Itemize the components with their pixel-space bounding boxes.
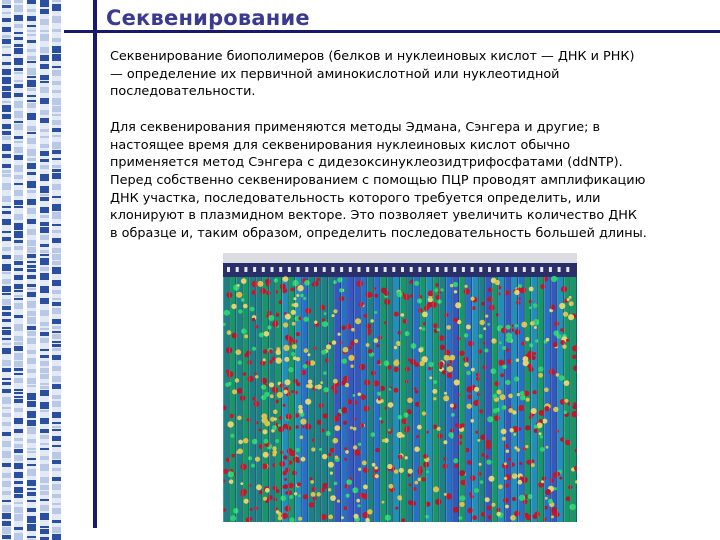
body-text <box>110 48 706 243</box>
title-underline <box>64 30 720 33</box>
paragraph-methods: Для секвенирования применяются методы Эдмана, Сэнгера и другие; в настоящее время для секвенирования нуклеиновых кислот обычно применяется метод Сэнгера с дидезоксинуклеозидтрифосфатами (ddNTP). Перед собственно секвенированием с помощью ПЦР проводят амплификацию ДНК участка, последовательность которого требуется определить, или клонируют в плазмидном векторе. Это позволяет увеличить количество ДНК в образце и, таким образом, определить последовательность большей длины. <box>110 119 647 242</box>
vertical-divider <box>93 0 97 528</box>
dna-gel-decoration <box>0 0 66 540</box>
page-title: Секвенирование <box>106 6 310 30</box>
paragraph-definition: Секвенирование биополимеров (белков и нуклеиновых кислот — ДНК и РНК) — определение их первичной аминокислотной или нуклеотидной последовательности. <box>110 49 635 100</box>
dna-sequencing-gel-image <box>223 253 577 522</box>
